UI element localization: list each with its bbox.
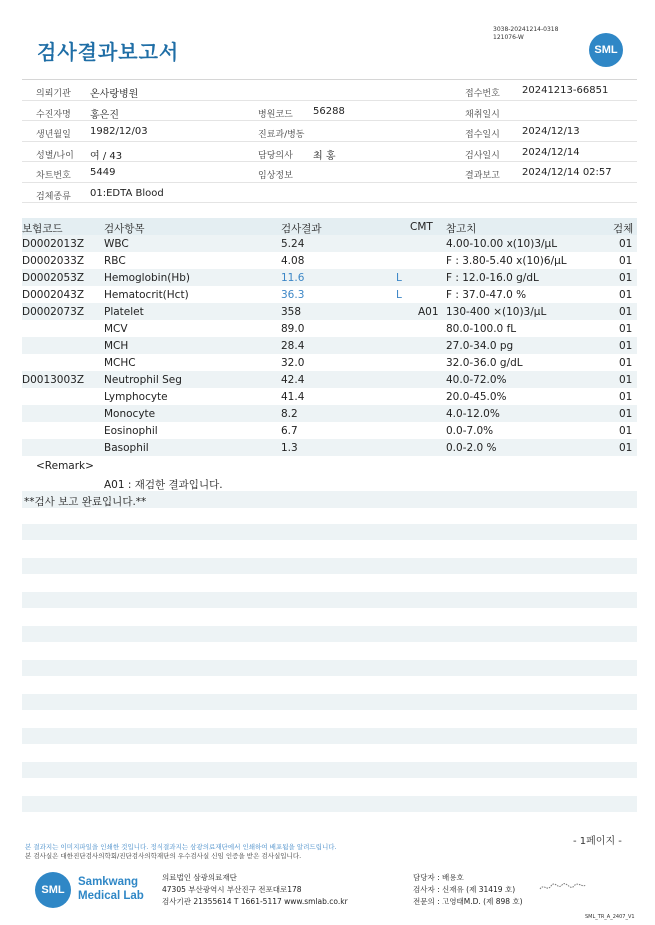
form-code: SML_TR_A_2407_V1 bbox=[585, 914, 635, 920]
sml-logo-icon: SML bbox=[589, 33, 623, 67]
results-header bbox=[22, 218, 637, 235]
cell-reference: 20.0-45.0% bbox=[446, 391, 507, 403]
empty-row bbox=[22, 694, 637, 710]
cell-reference: 4.0-12.0% bbox=[446, 408, 500, 420]
cell-reference: 80.0-100.0 fL bbox=[446, 323, 517, 335]
results-body bbox=[22, 235, 637, 456]
table-row bbox=[22, 320, 637, 337]
cell-item: WBC bbox=[104, 238, 129, 250]
empty-row bbox=[22, 558, 637, 574]
remark-text: A01 : 재검한 결과입니다. bbox=[104, 479, 223, 491]
empty-row bbox=[22, 796, 637, 812]
birth-value: 1982/12/03 bbox=[90, 126, 148, 137]
cell-reference: F : 3.80-5.40 x(10)6/μL bbox=[446, 255, 567, 267]
info-row bbox=[22, 101, 637, 122]
cell-value: 36.3 bbox=[281, 289, 305, 301]
doctor-value: 최 홍 bbox=[313, 150, 336, 162]
cell-specimen: 01 bbox=[619, 408, 633, 420]
col-item: 검사항목 bbox=[104, 223, 145, 235]
cell-value: 11.6 bbox=[281, 272, 305, 284]
table-row bbox=[22, 371, 637, 388]
table-row bbox=[22, 252, 637, 269]
specimen-type-label: 검체종류 bbox=[36, 191, 71, 202]
table-row bbox=[22, 422, 637, 439]
receipt-no-value: 20241213-66851 bbox=[522, 85, 609, 96]
empty-row bbox=[22, 660, 637, 676]
cell-code: D0002073Z bbox=[22, 306, 85, 318]
cell-value: 89.0 bbox=[281, 323, 305, 335]
cell-value: 41.4 bbox=[281, 391, 305, 403]
empty-row bbox=[22, 762, 637, 778]
institution-label: 의뢰기관 bbox=[36, 89, 71, 99]
cell-value: 32.0 bbox=[281, 357, 305, 369]
cell-item: Lymphocyte bbox=[104, 391, 168, 403]
results-table bbox=[22, 218, 637, 456]
cell-reference: 130-400 ×(10)3/μL bbox=[446, 306, 547, 318]
dept-label: 진료과/병동 bbox=[258, 130, 305, 140]
info-row bbox=[22, 162, 637, 183]
cell-code: D0002053Z bbox=[22, 272, 85, 284]
footer-address: 47305 부산광역시 부산진구 전포대로178 bbox=[162, 885, 302, 894]
cell-reference: 0.0-2.0 % bbox=[446, 442, 497, 454]
sex-age-value: 여 / 43 bbox=[90, 150, 123, 162]
cell-value: 8.2 bbox=[281, 408, 298, 420]
test-date-label: 검사일시 bbox=[465, 150, 500, 161]
footer-logo bbox=[35, 872, 71, 908]
staff-specialist: 전문의 : 고영태M.D. (제 898 호) bbox=[413, 897, 523, 906]
table-row bbox=[22, 286, 637, 303]
col-code: 보험코드 bbox=[22, 223, 63, 235]
sex-age-label: 성별/나이 bbox=[36, 150, 74, 161]
cell-reference: F : 37.0-47.0 % bbox=[446, 289, 527, 301]
lab-name-line1: Samkwang bbox=[78, 876, 139, 888]
staff-manager: 담당자 : 배용호 bbox=[413, 873, 464, 882]
cell-item: Hematocrit(Hct) bbox=[104, 289, 189, 301]
cell-specimen: 01 bbox=[619, 255, 633, 267]
collect-date-label: 채취일시 bbox=[465, 109, 500, 120]
institution-value: 온사랑병원 bbox=[90, 89, 139, 100]
remark-section bbox=[22, 457, 637, 508]
cell-reference: 27.0-34.0 pg bbox=[446, 340, 514, 352]
cell-item: MCH bbox=[104, 340, 129, 352]
col-specimen: 검체 bbox=[613, 223, 634, 235]
empty-row bbox=[22, 626, 637, 642]
lab-name-line2: Medical Lab bbox=[78, 890, 144, 902]
cell-item: Platelet bbox=[104, 306, 144, 318]
hospital-code-label: 병원코드 bbox=[258, 109, 293, 120]
cell-code: D0002033Z bbox=[22, 255, 85, 267]
col-reference: 참고치 bbox=[446, 223, 477, 235]
table-row bbox=[22, 439, 637, 456]
chart-no-value: 5449 bbox=[90, 167, 116, 178]
cell-specimen: 01 bbox=[619, 357, 633, 369]
patient-value: 홍은진 bbox=[90, 109, 119, 121]
receipt-no-label: 접수번호 bbox=[465, 89, 500, 99]
cell-reference: 4.00-10.00 x(10)3/μL bbox=[446, 238, 558, 250]
signature-icon bbox=[538, 880, 588, 894]
cell-item: MCV bbox=[104, 323, 128, 335]
remark-heading-row bbox=[22, 457, 637, 474]
report-date-label: 결과보고 bbox=[465, 171, 500, 181]
cell-specimen: 01 bbox=[619, 289, 633, 301]
cell-cmt: A01 bbox=[418, 306, 439, 318]
footer-contact: 검사기관 21355614 T 1661-5117 www.smlab.co.kr bbox=[162, 897, 348, 906]
receipt-date-value: 2024/12/13 bbox=[522, 126, 580, 137]
test-date-value: 2024/12/14 bbox=[522, 146, 580, 158]
cell-value: 1.3 bbox=[281, 442, 298, 454]
patient-label: 수진자명 bbox=[36, 109, 71, 120]
cell-item: Eosinophil bbox=[104, 425, 158, 437]
cell-value: 358 bbox=[281, 306, 302, 318]
remark-heading: <Remark> bbox=[36, 460, 94, 472]
notice-image-print: 본 결과지는 이미지파일을 인쇄한 것입니다. 정식결과지는 삼광의료재단에서 인쇄하여 배포됨을 알려드립니다. bbox=[25, 843, 337, 851]
document-id: 3038-20241214-0318 121076-W bbox=[493, 26, 559, 41]
cell-reference: 32.0-36.0 g/dL bbox=[446, 357, 523, 369]
cell-specimen: 01 bbox=[619, 442, 633, 454]
receipt-date-label: 접수일시 bbox=[465, 130, 500, 140]
cell-code: D0002043Z bbox=[22, 289, 85, 301]
clinical-label: 임상정보 bbox=[258, 171, 293, 181]
cell-specimen: 01 bbox=[619, 391, 633, 403]
col-value: 검사결과 bbox=[281, 223, 322, 235]
cell-specimen: 01 bbox=[619, 323, 633, 335]
birth-label: 생년월일 bbox=[36, 130, 71, 140]
cell-value: 4.08 bbox=[281, 255, 305, 267]
notice-certification: 본 검사실은 대한진단검사의학회/진단검사의학재단의 우수검사실 신임 인증을 받은 검사실입니다. bbox=[25, 852, 302, 860]
cell-specimen: 01 bbox=[619, 238, 633, 250]
cell-specimen: 01 bbox=[619, 340, 633, 352]
report-complete-row bbox=[22, 491, 637, 508]
sml-logo-icon: SML bbox=[35, 872, 71, 908]
info-row bbox=[22, 142, 637, 163]
info-row bbox=[22, 183, 637, 204]
page-number: - 1페이지 - bbox=[573, 836, 622, 847]
cell-reference: F : 12.0-16.0 g/dL bbox=[446, 272, 539, 284]
cell-value: 42.4 bbox=[281, 374, 305, 386]
cell-item: MCHC bbox=[104, 357, 136, 369]
cell-value: 5.24 bbox=[281, 238, 305, 250]
cell-item: RBC bbox=[104, 255, 126, 267]
cell-flag: L bbox=[396, 289, 402, 301]
cell-specimen: 01 bbox=[619, 425, 633, 437]
cell-code: D0002013Z bbox=[22, 238, 85, 250]
cell-specimen: 01 bbox=[619, 306, 633, 318]
cell-value: 6.7 bbox=[281, 425, 298, 437]
cell-item: Neutrophil Seg bbox=[104, 374, 182, 386]
cell-code: D0013003Z bbox=[22, 374, 85, 386]
doctor-label: 담당의사 bbox=[258, 150, 293, 161]
page-title: 검사결과보고서 bbox=[37, 40, 180, 64]
empty-row bbox=[22, 592, 637, 608]
table-row bbox=[22, 235, 637, 252]
cell-flag: L bbox=[396, 272, 402, 284]
staff-tester: 검사자 : 신재유 (제 31419 호) bbox=[413, 885, 516, 894]
chart-no-label: 차트번호 bbox=[36, 171, 71, 181]
cell-reference: 0.0-7.0% bbox=[446, 425, 494, 437]
table-row bbox=[22, 303, 637, 320]
table-row bbox=[22, 405, 637, 422]
table-row bbox=[22, 269, 637, 286]
table-row bbox=[22, 388, 637, 405]
info-row bbox=[22, 80, 637, 101]
empty-row bbox=[22, 524, 637, 540]
cell-value: 28.4 bbox=[281, 340, 305, 352]
specimen-type-value: 01:EDTA Blood bbox=[90, 187, 164, 199]
table-row bbox=[22, 337, 637, 354]
table-row bbox=[22, 354, 637, 371]
remark-text-row bbox=[22, 474, 637, 491]
report-complete: **검사 보고 완료입니다.** bbox=[24, 496, 147, 508]
cell-item: Monocyte bbox=[104, 408, 156, 420]
hospital-code-value: 56288 bbox=[313, 105, 345, 117]
report-date-value: 2024/12/14 02:57 bbox=[522, 167, 612, 178]
cell-item: Basophil bbox=[104, 442, 149, 454]
col-cmt: CMT bbox=[410, 221, 433, 233]
empty-row bbox=[22, 728, 637, 744]
info-row bbox=[22, 121, 637, 142]
cell-item: Hemoglobin(Hb) bbox=[104, 272, 191, 284]
cell-reference: 40.0-72.0% bbox=[446, 374, 507, 386]
patient-info-table bbox=[22, 79, 637, 203]
cell-specimen: 01 bbox=[619, 374, 633, 386]
footer-org: 의료법인 삼광의료재단 bbox=[162, 873, 237, 882]
cell-specimen: 01 bbox=[619, 272, 633, 284]
